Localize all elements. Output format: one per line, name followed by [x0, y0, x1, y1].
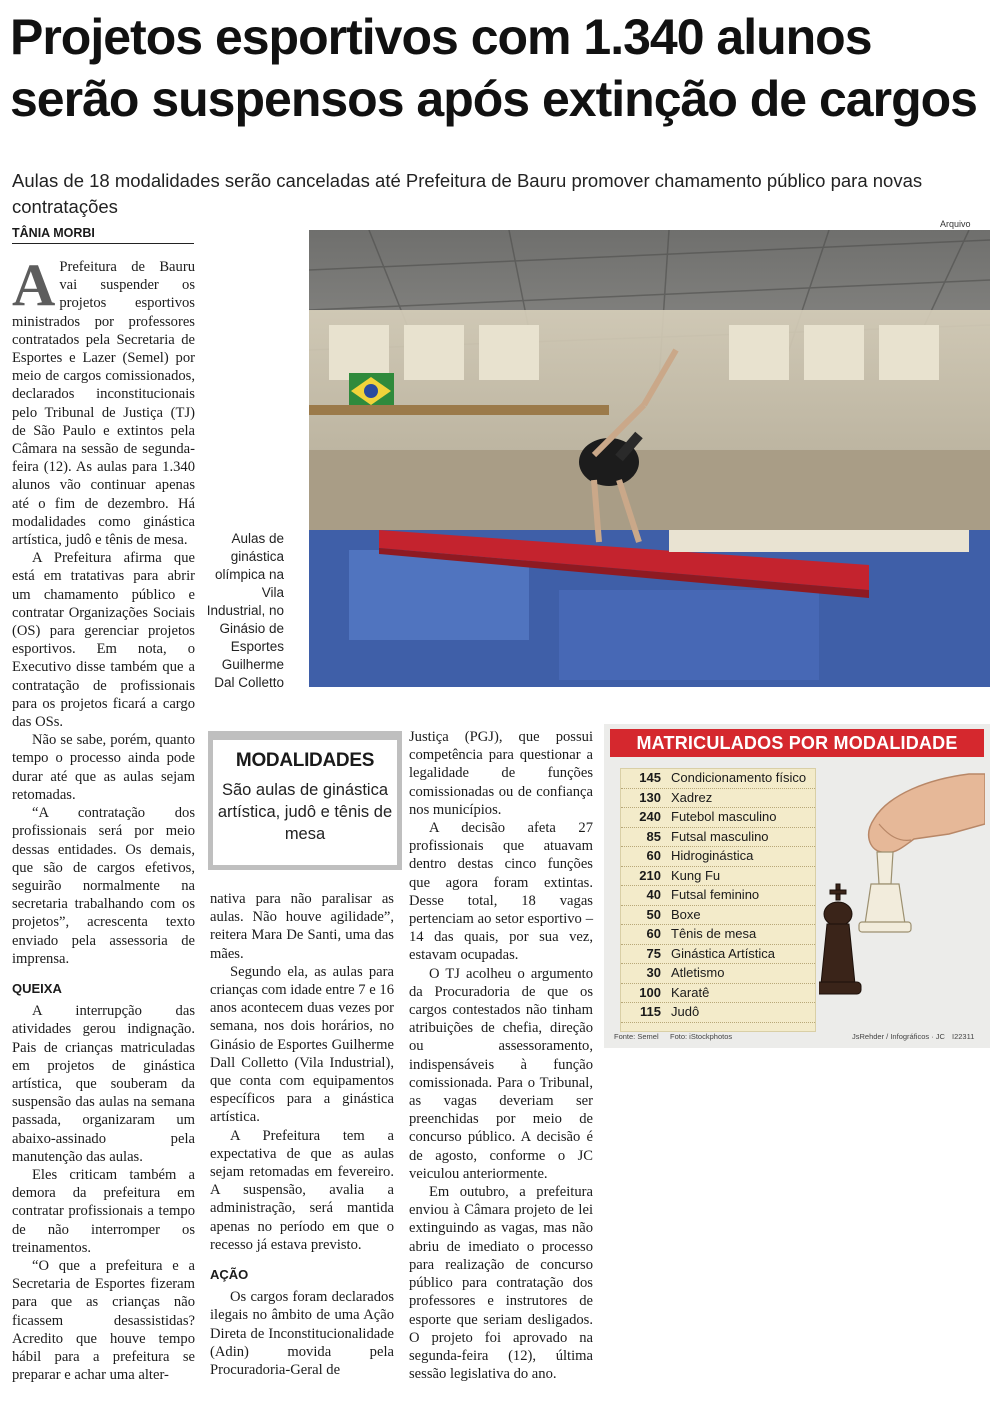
row-name: Futebol masculino: [671, 809, 777, 824]
paragraph: Não se sabe, porém, quanto tempo o processo ainda pode durar até que as aulas sejam retomadas.: [12, 732, 195, 803]
table-row: [621, 906, 815, 926]
table-row: [621, 964, 815, 984]
row-number: 75: [646, 945, 661, 961]
row-name: Boxe: [671, 906, 701, 922]
row-number: 210: [639, 867, 661, 883]
table-row: [621, 828, 815, 848]
row-name: Futsal masculino: [671, 828, 769, 844]
table-row: [621, 1003, 815, 1023]
table-row: [621, 847, 815, 867]
paragraph: Segundo ela, as aulas para crianças com idade entre 7 e 16 anos acontecem duas vezes por semana, nos dois horários, no Ginásio de Esportes Guilherme Dall Colletto (Vila Industrial), que conta com equipamentos específicos para a ginástica artística.: [210, 963, 394, 1126]
section-subhead: QUEIXA: [12, 980, 62, 996]
paragraph: nativa para não paralisar as aulas. Não houve agilidade”, reitera Mara De Santi, uma das mães.: [210, 891, 394, 962]
paragraph: Os cargos foram declarados ilegais no âmbito de uma Ação Direta de Inconstitucionalidade (Adin) movida pela Procuradoria-Geral de: [210, 1289, 394, 1379]
row-number: 60: [646, 926, 661, 941]
modalidades-box: [208, 731, 402, 870]
row-number: 130: [639, 789, 661, 805]
table-row: [621, 984, 815, 1004]
photo-note: Foto: iStockphotos: [670, 1032, 733, 1041]
column-2: [210, 890, 394, 1379]
paragraph: A interrupção das atividades gerou indignação. Pais de crianças matriculadas em projetos de ginástica artística, que souberam da suspensão das aulas na semana passada, organizaram um abaixo-assinado pela manutenção das aulas.: [12, 1003, 195, 1165]
paragraph: Eles criticam também a demora da prefeitura em contratar profissionais a tempo de não interromper os treinamentos.: [12, 1166, 195, 1256]
source-note: Fonte: Semel: [614, 1032, 659, 1041]
row-number: 60: [646, 848, 661, 863]
table-row: [621, 789, 815, 809]
row-number: 50: [646, 906, 661, 922]
row-name: Kung Fu: [671, 867, 721, 883]
row-number: 240: [639, 809, 661, 824]
photo-credit: Arquivo: [940, 219, 971, 229]
infographic-code: I22311: [952, 1032, 975, 1041]
table-row: [621, 886, 815, 906]
table-row: [621, 769, 815, 789]
row-number: 30: [646, 965, 661, 980]
paragraph: A Prefeitura tem a expectativa de que as aulas sejam retomadas em fevereiro. A suspensão, avalia a administração, será mantida apenas no período em que o recesso já estava previsto.: [210, 1127, 394, 1253]
row-name: Condicionamento físico: [671, 770, 807, 785]
row-name: Hidroginástica: [671, 848, 754, 863]
headline: Projetos esportivos com 1.340 alunos serão suspensos após extinção de cargos: [10, 9, 977, 127]
paragraph: A decisão afeta 27 profissionais que atuavam dentro destas cinco funções que agora foram extintas. Desse total, 18 vagas pertenciam ao setor esportivo – 14 das quais, por sua vez, estavam ocupadas.: [409, 820, 593, 964]
column-3: [409, 728, 593, 1383]
table-row: [621, 808, 815, 828]
table-row: [621, 925, 815, 945]
enrollment-table: [620, 768, 816, 1032]
row-name: Atletismo: [671, 965, 725, 980]
paragraph: O TJ acolheu o argumento da Procuradoria de que os cargos contestados não tinham atribuições de chefia, direção ou assessoramento, indispensáveis à função comissionada. Para o Tribunal, as vagas deveriam ser preenchidas por meio de concurso público. A decisão é de agosto, conforme o JC veiculou anteriormente.: [409, 965, 593, 1182]
subheadline: Aulas de 18 modalidades serão canceladas até Prefeitura de Bauru promover chamamento público para novas contratações: [12, 170, 923, 217]
paragraph: Justiça (PGJ), que possui competência para questionar a legalidade de funções comissionadas ou de confiança nos municípios.: [409, 729, 593, 818]
row-name: Xadrez: [671, 789, 713, 805]
table-row: [621, 867, 815, 887]
column-1: [12, 252, 195, 1384]
section-subhead: AÇÃO: [210, 1267, 249, 1283]
box-text: São aulas de ginástica artística, judô e tênis de mesa: [217, 781, 393, 843]
chess-hand-illustration: [819, 764, 985, 1030]
row-number: 100: [639, 984, 661, 1000]
table-row: [621, 945, 815, 965]
row-name: Tênis de mesa: [671, 926, 757, 941]
row-name: Karatê: [671, 984, 710, 1000]
row-name: Futsal feminino: [671, 887, 760, 902]
row-number: 40: [646, 887, 661, 902]
paragraph: “O que a prefeitura e a Secretaria de Esportes fizeram para que as crianças não ficassem desassistidas? Acredito que houve tempo hábil para a prefeitura se preparar e achar uma alter-: [12, 1257, 195, 1384]
row-number: 115: [640, 1004, 661, 1019]
row-number: 85: [646, 828, 661, 844]
box-title: MODALIDADES: [235, 750, 375, 771]
dropcap: A: [12, 252, 56, 318]
paragraph: A Prefeitura afirma que está em tratativas para abrir um chamamento público e contratar Organizações Sociais (OS) para gerenciar projetos esportivos. Em nota, o Executivo disse também que a contratação de profissionais para os projetos ficará a cargo das OSs.: [12, 550, 195, 731]
photo-caption: Aulas de ginástica olímpica na Vila Industrial, no Ginásio de Esportes Guilherme Dal Colletto: [206, 531, 284, 690]
row-name: Ginástica Artística: [671, 945, 776, 961]
infographic-credit: JsRehder / Infográficos · JC: [852, 1032, 945, 1041]
paragraph: Em outubro, a prefeitura enviou à Câmara projeto de lei extinguindo as vagas, mas não abriu de imediato o processo para realização de concurso público para contratação dos professores e instrutores de esporte que seriam desligados. O projeto foi aprovado na segunda-feira (12), última sessão legislativa do ano.: [409, 1184, 593, 1383]
byline: TÂNIA MORBI: [12, 226, 194, 244]
gymnastics-photo-illustration: [309, 230, 990, 687]
paragraph: “A contratação dos profissionais será por meio dessas entidades. Os demais, que são de cargos efetivos, seguirão normalmente na secretaria trabalhando com os projetos”, acrescenta texto enviado pela assessoria de imprensa.: [12, 805, 195, 967]
box-top-bar: [208, 731, 402, 740]
paragraph: Prefeitura de Bauru vai suspender os projetos esportivos ministrados por professores contratados pela Secretaria de Esportes e Lazer (Semel) por meio de cargos comissionados, declarados inconstitucionais pelo Tribunal de Justiça (TJ) de São Paulo e extintos pela Câmara na sessão de segunda-feira (12). As aulas para 1.340 alunos vão continuar apenas até o fim de dezembro. Há modalidades como ginástica artística, judô e tênis de mesa.: [12, 259, 195, 549]
row-name: Judô: [671, 1004, 700, 1019]
infographic-title: MATRICULADOS POR MODALIDADE: [610, 729, 984, 757]
row-number: 145: [639, 770, 661, 785]
gymnastics-photo: [309, 230, 990, 687]
infographic: [604, 724, 990, 1048]
